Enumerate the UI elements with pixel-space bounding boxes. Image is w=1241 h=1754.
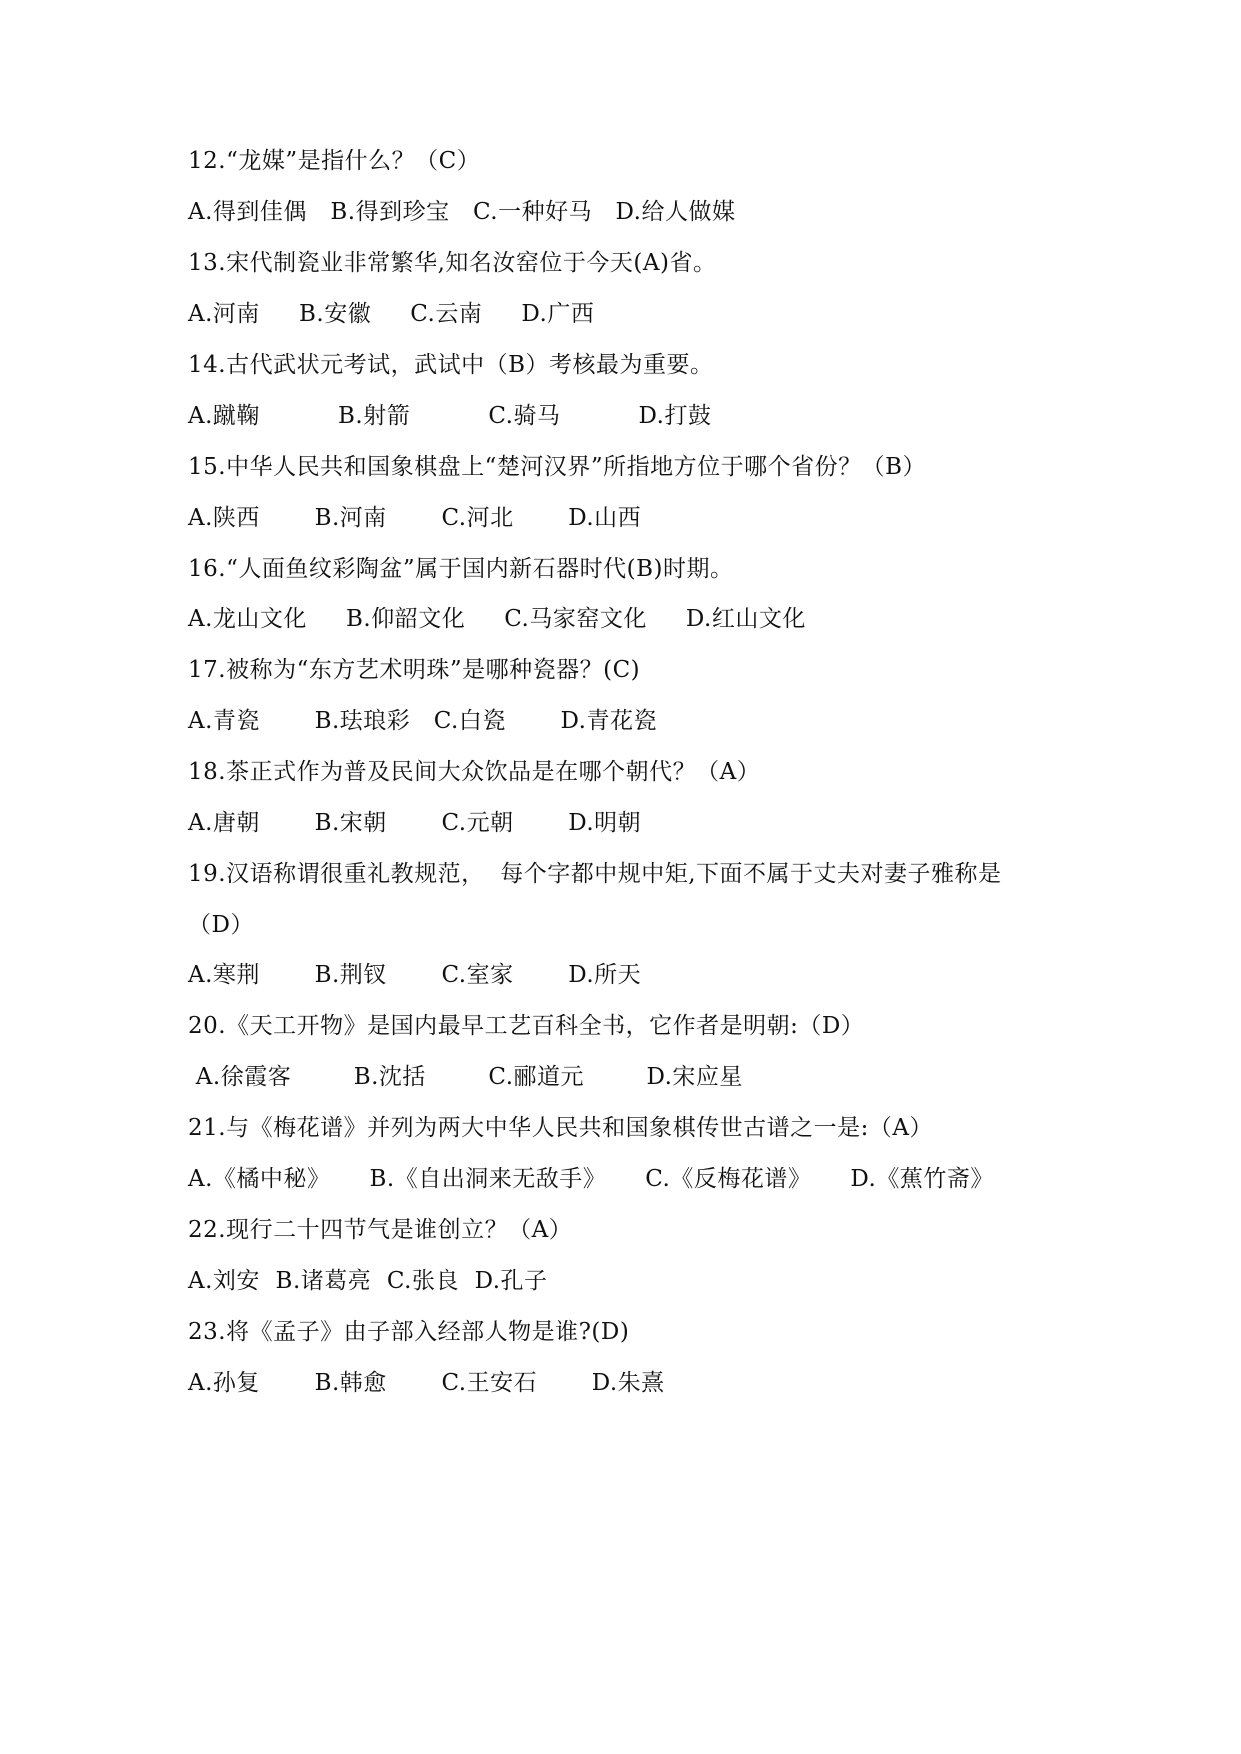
question-15: 15.中华人民共和国象棋盘上“楚河汉界”所指地方位于哪个省份？（B） — [188, 454, 926, 480]
options-13: A.河南 B.安徽 C.云南 D.广西 — [188, 301, 595, 327]
options-17: A.青瓷 B.珐琅彩 C.白瓷 D.青花瓷 — [188, 708, 657, 734]
options-12: A.得到佳偶 B.得到珍宝 C.一种好马 D.给人做媒 — [188, 199, 736, 225]
question-14: 14.古代武状元考试，武试中（B）考核最为重要。 — [188, 352, 714, 378]
question-20: 20.《天工开物》是国内最早工艺百科全书，它作者是明朝:（D） — [188, 1013, 865, 1039]
options-18: A.唐朝 B.宋朝 C.元朝 D.明朝 — [188, 810, 642, 836]
options-22: A.刘安 B.诸葛亮 C.张良 D.孔子 — [188, 1268, 548, 1294]
question-17: 17.被称为“东方艺术明珠”是哪种瓷器？(C) — [188, 657, 641, 683]
question-19-answer: （D） — [188, 912, 254, 938]
question-18: 18.茶正式作为普及民间大众饮品是在哪个朝代？（A） — [188, 759, 761, 785]
question-13: 13.宋代制瓷业非常繁华,知名汝窑位于今天(A)省。 — [188, 250, 717, 276]
question-19: 19.汉语称谓很重礼教规范， 每个字都中规中矩,下面不属于丈夫对妻子雅称是 — [188, 861, 1002, 887]
options-15: A.陕西 B.河南 C.河北 D.山西 — [188, 505, 642, 531]
options-21: A.《橘中秘》 B.《自出洞来无敌手》 C.《反梅花谱》 D.《蕉竹斋》 — [188, 1166, 994, 1192]
question-23: 23.将《孟子》由子部入经部人物是谁?(D) — [188, 1319, 630, 1345]
question-16: 16.“人面鱼纹彩陶盆”属于国内新石器时代(B)时期。 — [188, 556, 734, 582]
options-14: A.蹴鞠 B.射箭 C.骑马 D.打鼓 — [188, 403, 712, 429]
question-22: 22.现行二十四节气是谁创立？（A） — [188, 1217, 573, 1243]
options-19: A.寒荆 B.荆钗 C.室家 D.所天 — [188, 962, 642, 988]
options-20: A.徐霞客 B.沈括 C.郦道元 D.宋应星 — [188, 1064, 743, 1090]
question-12: 12.“龙媒”是指什么？（C） — [188, 148, 481, 174]
options-23: A.孙复 B.韩愈 C.王安石 D.朱熹 — [188, 1370, 665, 1396]
question-21: 21.与《梅花谱》并列为两大中华人民共和国象棋传世古谱之一是:（A） — [188, 1115, 933, 1141]
options-16: A.龙山文化 B.仰韶文化 C.马家窑文化 D.红山文化 — [188, 606, 806, 632]
